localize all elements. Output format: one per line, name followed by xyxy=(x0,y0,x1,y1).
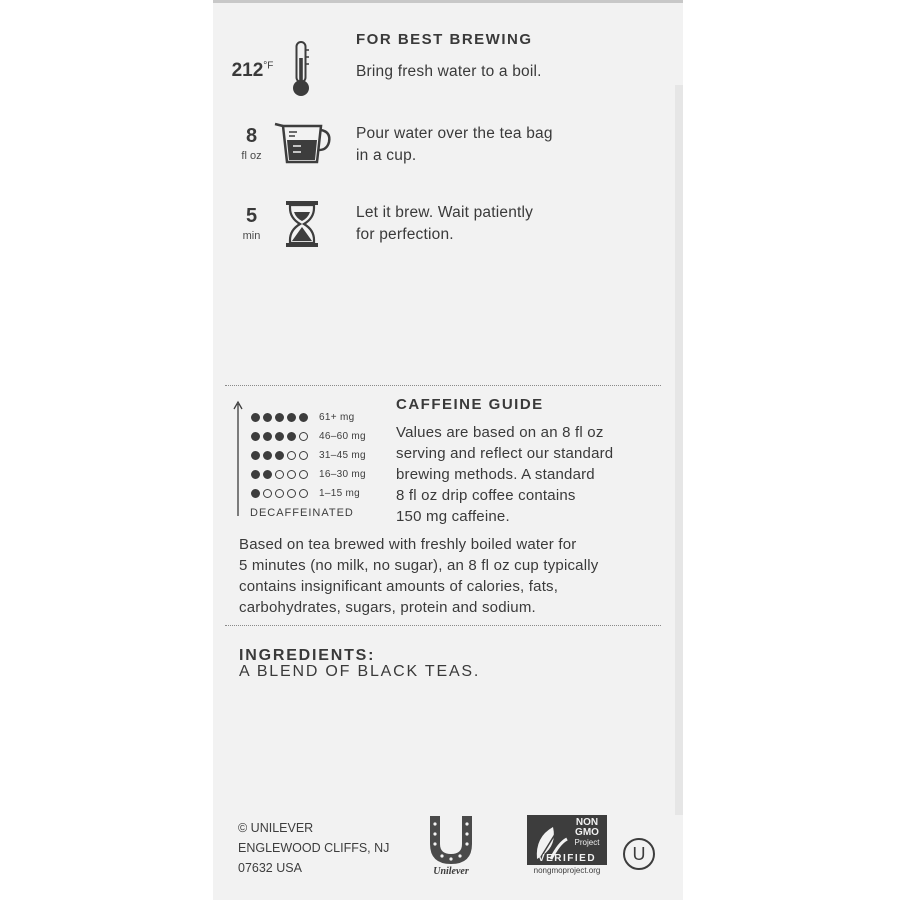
caffeine-title: CAFFEINE GUIDE xyxy=(396,396,544,413)
non-gmo-url: nongmoproject.org xyxy=(533,866,601,875)
section-divider-1 xyxy=(225,385,661,386)
nutrition-statement: Based on tea brewed with freshly boiled water for 5 minutes (no milk, no sugar), an 8 fl oz cup typically contains insignificant amounts of calories, fats, carbohydrates, sugars, protein and sodium. xyxy=(239,536,599,616)
empty-dot-icon xyxy=(299,489,308,498)
caffeine-level-row xyxy=(251,467,366,481)
empty-dot-icon xyxy=(275,489,284,498)
filled-dot-icon xyxy=(275,451,284,460)
filled-dot-icon xyxy=(275,413,284,422)
caffeine-description: Values are based on an 8 fl oz serving and reflect our standard brewing methods. A standard 8 fl oz drip coffee contains 150 mg caffeine. xyxy=(396,424,614,525)
company-address: © UNILEVER ENGLEWOOD CLIFFS, NJ 07632 USA xyxy=(238,821,390,875)
caffeine-level-label: 1–15 mg xyxy=(319,487,361,499)
filled-dot-icon xyxy=(251,489,260,498)
time-value: 5 xyxy=(245,205,258,227)
volume-unit: fl oz xyxy=(241,150,262,162)
decaffeinated-label: DECAFFEINATED xyxy=(250,507,354,519)
empty-dot-icon xyxy=(299,451,308,460)
empty-dot-icon xyxy=(287,489,296,498)
volume-value: 8 xyxy=(245,125,258,147)
filled-dot-icon xyxy=(263,451,272,460)
section-divider-2 xyxy=(225,625,661,626)
filled-dot-icon xyxy=(287,413,296,422)
brew-step-2: Pour water over the tea bag in a cup. xyxy=(356,125,553,164)
caffeine-level-label: 16–30 mg xyxy=(319,468,366,480)
filled-dot-icon xyxy=(263,413,272,422)
empty-dot-icon xyxy=(275,470,284,479)
filled-dot-icon xyxy=(287,432,296,441)
thermometer-icon xyxy=(290,40,312,100)
ingredients-text: A BLEND OF BLACK TEAS. xyxy=(239,663,481,680)
caffeine-level-label: 46–60 mg xyxy=(319,430,366,442)
temp-value: $212^{^\circ F}$ xyxy=(231,60,274,81)
empty-dot-icon xyxy=(287,470,296,479)
empty-dot-icon xyxy=(263,489,272,498)
filled-dot-icon xyxy=(251,432,260,441)
time-unit: min xyxy=(242,230,261,242)
measuring-cup-icon xyxy=(271,122,333,166)
filled-dot-icon xyxy=(263,432,272,441)
caffeine-level-row xyxy=(251,410,354,424)
caffeine-scale-arrow-icon xyxy=(232,400,244,518)
unilever-logo xyxy=(422,814,480,876)
filled-dot-icon xyxy=(263,470,272,479)
panel-top-edge xyxy=(213,0,683,3)
non-gmo-wordmark: NON GMO Project xyxy=(574,817,600,847)
caffeine-level-row xyxy=(251,486,360,500)
filled-dot-icon xyxy=(275,432,284,441)
empty-dot-icon xyxy=(287,451,296,460)
caffeine-level-row xyxy=(251,448,366,462)
empty-dot-icon xyxy=(299,432,308,441)
caffeine-level-label: 61+ mg xyxy=(319,411,355,423)
filled-dot-icon xyxy=(299,413,308,422)
temp-unit: °F xyxy=(263,60,274,72)
empty-dot-icon xyxy=(299,470,308,479)
brew-step-1: Bring fresh water to a boil. xyxy=(356,63,542,80)
kosher-ou-icon: U xyxy=(623,838,655,870)
filled-dot-icon xyxy=(251,413,260,422)
hourglass-icon xyxy=(284,200,320,248)
filled-dot-icon xyxy=(251,470,260,479)
panel-side-edge xyxy=(675,85,683,815)
brewing-title: FOR BEST BREWING xyxy=(356,31,533,48)
non-gmo-project-logo xyxy=(527,815,607,875)
brew-step-3: Let it brew. Wait patiently for perfection. xyxy=(356,204,534,243)
filled-dot-icon xyxy=(251,451,260,460)
caffeine-level-label: 31–45 mg xyxy=(319,449,366,461)
unilever-logo-text: Unilever xyxy=(433,866,469,876)
verified-label: VERIFIED xyxy=(537,853,597,864)
caffeine-level-row xyxy=(251,429,366,443)
ingredients-title: INGREDIENTS: xyxy=(239,647,376,664)
